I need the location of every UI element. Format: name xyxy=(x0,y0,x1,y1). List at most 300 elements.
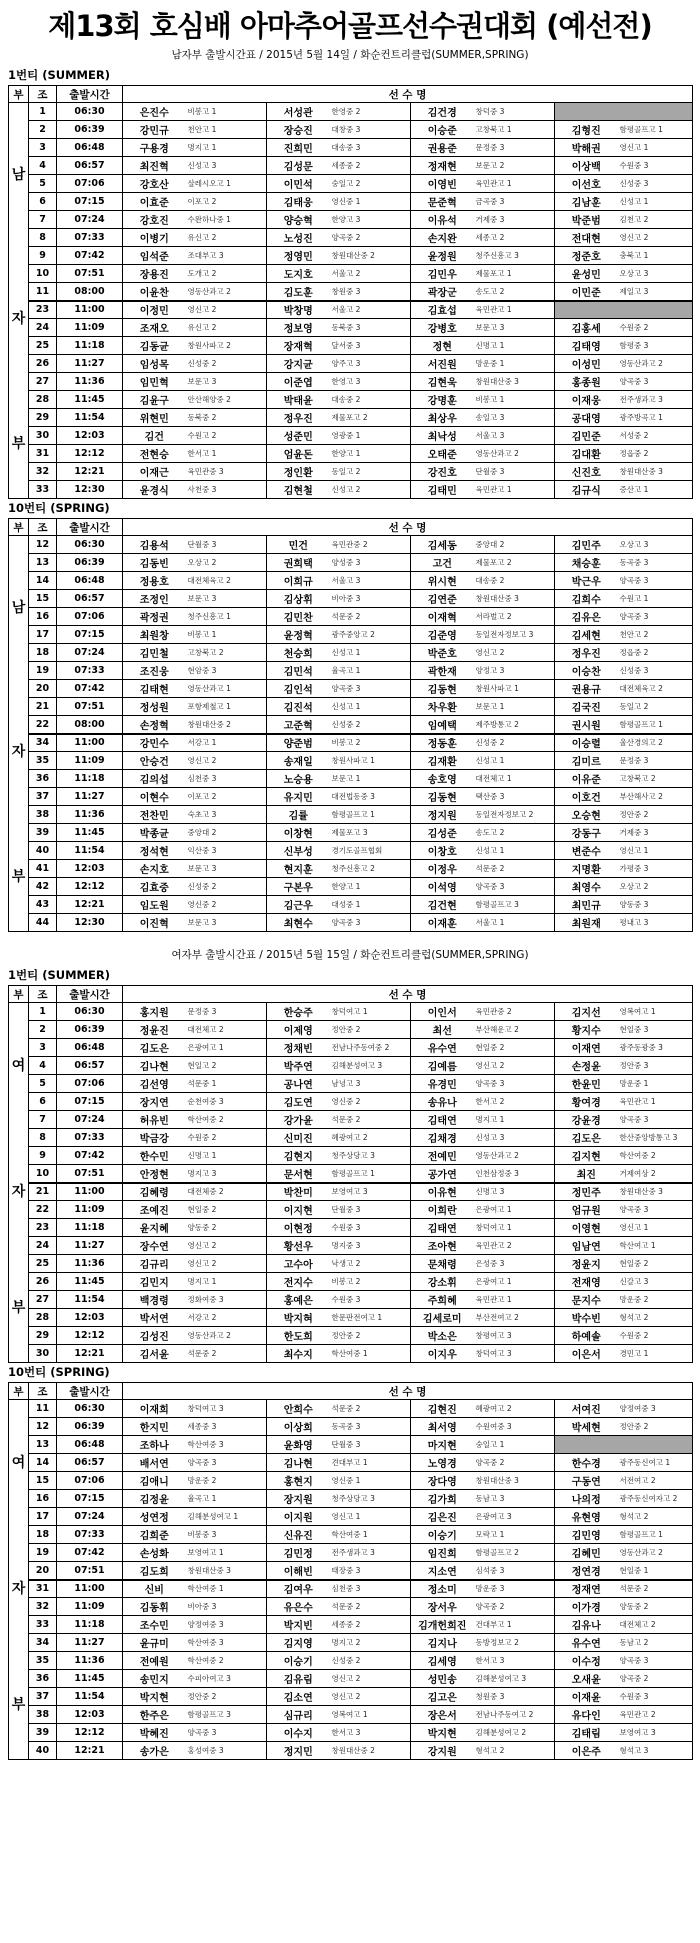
player-school: 서강고 1 xyxy=(186,734,267,752)
player-school: 창원대산중 2 xyxy=(186,716,267,734)
player-school: 은광여고 1 xyxy=(474,1273,555,1291)
player-school: 김천고 2 xyxy=(618,211,693,229)
player-name: 김민영 xyxy=(555,1526,618,1544)
player-school: 세종중 2 xyxy=(330,1616,411,1634)
group-number: 6 xyxy=(29,1093,57,1111)
player-school: 제물포고 2 xyxy=(330,409,411,427)
player-school: 한양고 3 xyxy=(330,211,411,229)
player-name: 윤정원 xyxy=(411,247,474,265)
player-name: 이정우 xyxy=(411,860,474,878)
player-name: 문서현 xyxy=(267,1165,330,1183)
player-name: 최진혁 xyxy=(123,157,186,175)
player-name: 김성준 xyxy=(411,824,474,842)
player-name: 이재훈 xyxy=(411,914,474,932)
player-name: 김현욱 xyxy=(411,373,474,391)
group-number: 31 xyxy=(29,1580,57,1598)
player-name: 성연정 xyxy=(123,1508,186,1526)
player-name: 홍지원 xyxy=(123,1003,186,1021)
player-name: 강민수 xyxy=(123,734,186,752)
player-school: 비봉중 3 xyxy=(186,1526,267,1544)
table-row xyxy=(9,1147,693,1165)
player-school: 양곡중 3 xyxy=(618,1201,693,1219)
player-name: 이석영 xyxy=(411,878,474,896)
table-row xyxy=(9,211,693,229)
player-name: 김현지 xyxy=(267,1147,330,1165)
player-name: 조수민 xyxy=(123,1616,186,1634)
player-name: 김형진 xyxy=(555,121,618,139)
player-school: 창원사파고 1 xyxy=(330,752,411,770)
player-school: 현일중 2 xyxy=(474,1039,555,1057)
table-header-row xyxy=(9,86,693,103)
table-row xyxy=(9,481,693,499)
table-row xyxy=(9,1544,693,1562)
player-name: 김애니 xyxy=(123,1472,186,1490)
table-header-row xyxy=(9,1383,693,1400)
player-name: 구용경 xyxy=(123,139,186,157)
table-row xyxy=(9,590,693,608)
player-school: 이포고 2 xyxy=(186,193,267,211)
player-school: 신갈고 3 xyxy=(618,1273,693,1291)
player-name: 박준호 xyxy=(411,644,474,662)
player-school: 가평중 3 xyxy=(618,860,693,878)
table-row xyxy=(9,662,693,680)
player-school: 보영여고 3 xyxy=(618,1724,693,1742)
table-row xyxy=(9,1472,693,1490)
player-name: 차우환 xyxy=(411,698,474,716)
player-name: 공나연 xyxy=(267,1075,330,1093)
group-number: 37 xyxy=(29,788,57,806)
player-school: 양곡중 2 xyxy=(330,229,411,247)
player-name: 박해권 xyxy=(555,139,618,157)
player-school: 창덕여고 1 xyxy=(330,1003,411,1021)
player-name: 장용진 xyxy=(123,265,186,283)
player-school: 대성중 1 xyxy=(330,896,411,914)
player-name: 이유현 xyxy=(411,1183,474,1201)
table-row xyxy=(9,1237,693,1255)
player-school: 홍성여중 3 xyxy=(186,1742,267,1760)
player-school: 수피아여고 3 xyxy=(186,1670,267,1688)
player-school: 동곡중 3 xyxy=(330,1418,411,1436)
player-name: 박종균 xyxy=(123,824,186,842)
player-name: 위현민 xyxy=(123,409,186,427)
group-number: 9 xyxy=(29,247,57,265)
player-name: 김고은 xyxy=(411,1688,474,1706)
player-name: 김민찬 xyxy=(267,608,330,626)
player-name: 김태웅 xyxy=(267,193,330,211)
table-row xyxy=(9,1670,693,1688)
player-school: 전남나주동여고 2 xyxy=(474,1706,555,1724)
player-name: 송가은 xyxy=(123,1742,186,1760)
player-school: 망운중 1 xyxy=(474,355,555,373)
start-time: 11:54 xyxy=(57,409,123,427)
start-time: 06:30 xyxy=(57,1003,123,1021)
group-number: 24 xyxy=(29,319,57,337)
table-row xyxy=(9,355,693,373)
player-name: 문준혁 xyxy=(411,193,474,211)
player-school: 보문고 1 xyxy=(474,698,555,716)
player-school: 수원중 3 xyxy=(330,1291,411,1309)
player-school: 영동산과고 1 xyxy=(186,680,267,698)
start-time: 11:54 xyxy=(57,1688,123,1706)
player-name: 권용준 xyxy=(411,139,474,157)
player-school: 부산해운고 2 xyxy=(474,1021,555,1039)
player-name: 김미르 xyxy=(555,752,618,770)
player-name: 박소은 xyxy=(411,1327,474,1345)
start-time: 11:45 xyxy=(57,1273,123,1291)
player-school: 비봉고 1 xyxy=(186,103,267,121)
player-name: 송재일 xyxy=(267,752,330,770)
player-school: 김해분성여고 3 xyxy=(474,1670,555,1688)
player-school: 태장중 3 xyxy=(330,1562,411,1580)
player-name: 이희란 xyxy=(411,1201,474,1219)
player-name: 김선영 xyxy=(123,1075,186,1093)
player-school: 전남나주동여중 2 xyxy=(330,1039,411,1057)
division-label: 자 xyxy=(9,247,29,391)
player-school: 영신고 2 xyxy=(186,1237,267,1255)
player-school: 포항제철고 1 xyxy=(186,698,267,716)
player-name: 윤성민 xyxy=(555,265,618,283)
division-label: 자 xyxy=(9,1526,29,1652)
player-school: 문정중 3 xyxy=(186,1003,267,1021)
player-name: 송유나 xyxy=(411,1093,474,1111)
group-number: 26 xyxy=(29,1273,57,1291)
player-school: 보문고 3 xyxy=(186,914,267,932)
table-row xyxy=(9,1454,693,1472)
player-name: 김현철 xyxy=(267,481,330,499)
player-school: 이포고 2 xyxy=(186,788,267,806)
player-school: 한양고 1 xyxy=(330,445,411,463)
player-school: 정안중 2 xyxy=(330,1327,411,1345)
table-row xyxy=(9,878,693,896)
player-school: 양곡중 3 xyxy=(330,680,411,698)
player-school: 거제중 3 xyxy=(618,824,693,842)
player-name: 공가연 xyxy=(411,1165,474,1183)
player-school: 정읍중 2 xyxy=(618,644,693,662)
player-school: 망운중 2 xyxy=(186,1472,267,1490)
player-school: 학산여중 2 xyxy=(618,1147,693,1165)
player-name: 고건 xyxy=(411,554,474,572)
player-school xyxy=(618,301,693,319)
player-name xyxy=(555,103,618,121)
player-school: 함평중 3 xyxy=(618,337,693,355)
header-players: 선 수 명 xyxy=(123,986,693,1003)
player-school: 서울고 2 xyxy=(330,301,411,319)
player-school: 숭일고 2 xyxy=(330,175,411,193)
start-time: 11:18 xyxy=(57,337,123,355)
table-row xyxy=(9,536,693,554)
player-name: 마지현 xyxy=(411,1436,474,1454)
player-school: 혜광여고 2 xyxy=(474,1400,555,1418)
player-school: 단월중 3 xyxy=(330,1201,411,1219)
table-row xyxy=(9,806,693,824)
start-time: 07:33 xyxy=(57,662,123,680)
player-school: 달서중 3 xyxy=(330,337,411,355)
player-name: 정준호 xyxy=(555,247,618,265)
start-time: 07:51 xyxy=(57,698,123,716)
player-school: 한문판전여고 1 xyxy=(330,1309,411,1327)
player-school: 제물포고 3 xyxy=(330,824,411,842)
table-row xyxy=(9,301,693,319)
start-time: 06:57 xyxy=(57,157,123,175)
player-school: 현일중 1 xyxy=(618,1562,693,1580)
start-time: 12:03 xyxy=(57,427,123,445)
player-name: 김규리 xyxy=(123,1255,186,1273)
player-name: 손정윤 xyxy=(555,1057,618,1075)
player-school: 정안중 2 xyxy=(330,1021,411,1039)
table-row xyxy=(9,1724,693,1742)
player-school: 영복여고 1 xyxy=(330,1706,411,1724)
player-name: 강지균 xyxy=(267,355,330,373)
player-name: 강동구 xyxy=(555,824,618,842)
player-name: 이승기 xyxy=(267,1652,330,1670)
player-school: 천안고 1 xyxy=(186,121,267,139)
player-school: 숙초고 3 xyxy=(186,806,267,824)
player-school: 비봉고 2 xyxy=(330,1273,411,1291)
player-school: 함평골프고 3 xyxy=(186,1706,267,1724)
player-school: 명지중 3 xyxy=(330,1237,411,1255)
player-name: 최영수 xyxy=(555,878,618,896)
player-name: 공대영 xyxy=(555,409,618,427)
player-name: 오새윤 xyxy=(555,1670,618,1688)
player-school: 육민관고 1 xyxy=(474,175,555,193)
group-number: 22 xyxy=(29,716,57,734)
player-school: 문정중 3 xyxy=(618,752,693,770)
player-name: 박세현 xyxy=(555,1418,618,1436)
player-school: 순천여중 3 xyxy=(186,1093,267,1111)
player-name: 임남연 xyxy=(555,1237,618,1255)
player-name: 김동휘 xyxy=(123,1598,186,1616)
player-school: 심천중 3 xyxy=(186,770,267,788)
start-time: 12:12 xyxy=(57,1724,123,1742)
player-name: 김현진 xyxy=(411,1400,474,1418)
group-number: 39 xyxy=(29,824,57,842)
start-time: 06:39 xyxy=(57,554,123,572)
start-time: 12:12 xyxy=(57,878,123,896)
player-name: 김률 xyxy=(267,806,330,824)
table-row xyxy=(9,1201,693,1219)
tee-time-table xyxy=(8,85,693,499)
player-name: 정윤지 xyxy=(555,1255,618,1273)
group-number: 14 xyxy=(29,1454,57,1472)
player-name: 김세영 xyxy=(411,1652,474,1670)
start-time: 06:57 xyxy=(57,1454,123,1472)
player-name: 노영경 xyxy=(411,1454,474,1472)
player-school: 창덕여고 3 xyxy=(474,1345,555,1363)
player-name: 이영빈 xyxy=(411,175,474,193)
player-name: 위시현 xyxy=(411,572,474,590)
player-school: 건대부고 1 xyxy=(474,1616,555,1634)
player-school: 정안중 3 xyxy=(618,1057,693,1075)
group-number: 17 xyxy=(29,1508,57,1526)
player-name: 곽한재 xyxy=(411,662,474,680)
player-school: 신성고 1 xyxy=(330,698,411,716)
division-label: 남 xyxy=(9,103,29,247)
group-number: 38 xyxy=(29,806,57,824)
player-school: 함평골프고 1 xyxy=(618,1526,693,1544)
player-school: 유신고 2 xyxy=(186,319,267,337)
group-number: 30 xyxy=(29,1345,57,1363)
player-name: 이해빈 xyxy=(267,1562,330,1580)
player-school: 한영중 2 xyxy=(330,103,411,121)
player-name: 신진호 xyxy=(555,463,618,481)
player-school: 영신고 2 xyxy=(618,229,693,247)
table-row xyxy=(9,1129,693,1147)
player-name: 김지나 xyxy=(411,1634,474,1652)
player-school: 도개고 2 xyxy=(186,265,267,283)
player-school: 평내고 3 xyxy=(618,914,693,932)
table-row xyxy=(9,1183,693,1201)
player-school: 전주생과고 3 xyxy=(618,391,693,409)
player-name: 김태민 xyxy=(411,481,474,499)
player-school: 충북고 1 xyxy=(618,247,693,265)
player-school: 세종중 2 xyxy=(330,157,411,175)
player-school: 형석고 2 xyxy=(618,1508,693,1526)
group-number: 13 xyxy=(29,1436,57,1454)
start-time: 07:42 xyxy=(57,1544,123,1562)
table-row xyxy=(9,193,693,211)
player-name: 이현수 xyxy=(123,788,186,806)
header-time: 출발시간 xyxy=(57,519,123,536)
group-number: 43 xyxy=(29,896,57,914)
player-school: 양정고 3 xyxy=(474,662,555,680)
player-school: 단월중 3 xyxy=(330,1436,411,1454)
player-school: 심석중 3 xyxy=(474,1562,555,1580)
player-name: 김태연 xyxy=(411,1219,474,1237)
player-name: 정소미 xyxy=(411,1580,474,1598)
player-name: 신유진 xyxy=(267,1526,330,1544)
header-players: 선 수 명 xyxy=(123,86,693,103)
player-name: 김연준 xyxy=(411,590,474,608)
player-name: 엄규원 xyxy=(555,1201,618,1219)
header-time: 출발시간 xyxy=(57,1383,123,1400)
player-name: 이수정 xyxy=(555,1652,618,1670)
player-name: 장서우 xyxy=(411,1598,474,1616)
group-number: 14 xyxy=(29,572,57,590)
player-name xyxy=(555,301,618,319)
player-name: 이지현 xyxy=(267,1201,330,1219)
player-school: 창원대산중 2 xyxy=(330,247,411,265)
player-school: 남녕고 3 xyxy=(330,1075,411,1093)
player-name: 한승주 xyxy=(267,1003,330,1021)
player-school xyxy=(618,1436,693,1454)
player-school: 한서고 3 xyxy=(474,1652,555,1670)
player-name: 서진원 xyxy=(411,355,474,373)
player-school: 제주방통고 2 xyxy=(474,716,555,734)
table-row xyxy=(9,373,693,391)
player-name: 정지민 xyxy=(267,1742,330,1760)
table-row xyxy=(9,1616,693,1634)
player-name: 정동훈 xyxy=(411,734,474,752)
player-school: 양주고 3 xyxy=(330,355,411,373)
group-number: 31 xyxy=(29,445,57,463)
player-school: 양곡중 3 xyxy=(474,1075,555,1093)
player-name: 유경민 xyxy=(411,1075,474,1093)
table-header-row xyxy=(9,519,693,536)
start-time: 12:03 xyxy=(57,1706,123,1724)
player-school: 거제여상 2 xyxy=(618,1165,693,1183)
player-name: 조하나 xyxy=(123,1436,186,1454)
player-school: 보영여고 3 xyxy=(330,1183,411,1201)
player-name: 강가윤 xyxy=(267,1111,330,1129)
player-name: 김세동 xyxy=(411,536,474,554)
player-school: 신명고 1 xyxy=(474,337,555,355)
player-name: 이정민 xyxy=(123,301,186,319)
group-number: 17 xyxy=(29,626,57,644)
start-time: 07:15 xyxy=(57,1093,123,1111)
player-name: 손지완 xyxy=(411,229,474,247)
player-name: 송민지 xyxy=(123,1670,186,1688)
player-name: 박찬미 xyxy=(267,1183,330,1201)
player-school: 양곡중 3 xyxy=(330,914,411,932)
player-name: 강호산 xyxy=(123,175,186,193)
player-name: 김세로미 xyxy=(411,1309,474,1327)
table-row xyxy=(9,1400,693,1418)
group-number: 1 xyxy=(29,1003,57,1021)
table-row xyxy=(9,1039,693,1057)
player-school: 석문중 2 xyxy=(474,860,555,878)
table-row xyxy=(9,157,693,175)
start-time: 11:36 xyxy=(57,1255,123,1273)
start-time: 11:09 xyxy=(57,752,123,770)
player-school: 서울고 3 xyxy=(474,427,555,445)
start-time: 07:24 xyxy=(57,1111,123,1129)
player-school: 보문고 1 xyxy=(330,770,411,788)
player-name: 김유나 xyxy=(555,1616,618,1634)
player-name: 김민준 xyxy=(555,427,618,445)
player-name: 정영민 xyxy=(267,247,330,265)
player-name: 김혜민 xyxy=(555,1544,618,1562)
player-school: 현일중 3 xyxy=(618,1021,693,1039)
start-time: 07:33 xyxy=(57,1129,123,1147)
table-row xyxy=(9,463,693,481)
player-school: 은광여고 1 xyxy=(186,1039,267,1057)
start-time: 12:03 xyxy=(57,1309,123,1327)
player-school: 오상고 3 xyxy=(618,265,693,283)
player-name: 정성원 xyxy=(123,698,186,716)
player-name: 유은수 xyxy=(267,1598,330,1616)
table-row xyxy=(9,409,693,427)
header-jo: 조 xyxy=(29,519,57,536)
player-name: 김소연 xyxy=(267,1688,330,1706)
player-name: 홍종원 xyxy=(555,373,618,391)
player-school: 정화여중 3 xyxy=(186,1291,267,1309)
player-name: 김동현 xyxy=(411,680,474,698)
start-time: 06:30 xyxy=(57,536,123,554)
group-number: 33 xyxy=(29,481,57,499)
group-number: 2 xyxy=(29,1021,57,1039)
group-number: 35 xyxy=(29,752,57,770)
start-time: 11:09 xyxy=(57,319,123,337)
player-name: 윤규미 xyxy=(123,1634,186,1652)
header-jo: 조 xyxy=(29,1383,57,1400)
start-time: 11:27 xyxy=(57,1237,123,1255)
group-number: 3 xyxy=(29,1039,57,1057)
group-number: 39 xyxy=(29,1724,57,1742)
player-name: 박혜진 xyxy=(123,1724,186,1742)
player-name: 김지영 xyxy=(267,1634,330,1652)
player-school: 제물포고 1 xyxy=(474,265,555,283)
women-subtitle: 여자부 출발시간표 / 2015년 5월 15일 / 화순컨트리클럽(SUMMER,SPRING) xyxy=(171,949,529,961)
table-header-row xyxy=(9,986,693,1003)
player-school: 비아중 3 xyxy=(330,590,411,608)
table-row xyxy=(9,914,693,932)
start-time: 07:06 xyxy=(57,608,123,626)
player-name: 이승준 xyxy=(411,121,474,139)
player-school: 혜광여고 2 xyxy=(330,1129,411,1147)
player-school: 영동산과고 2 xyxy=(186,1327,267,1345)
player-school: 영신중 2 xyxy=(330,1093,411,1111)
player-name: 손정혁 xyxy=(123,716,186,734)
